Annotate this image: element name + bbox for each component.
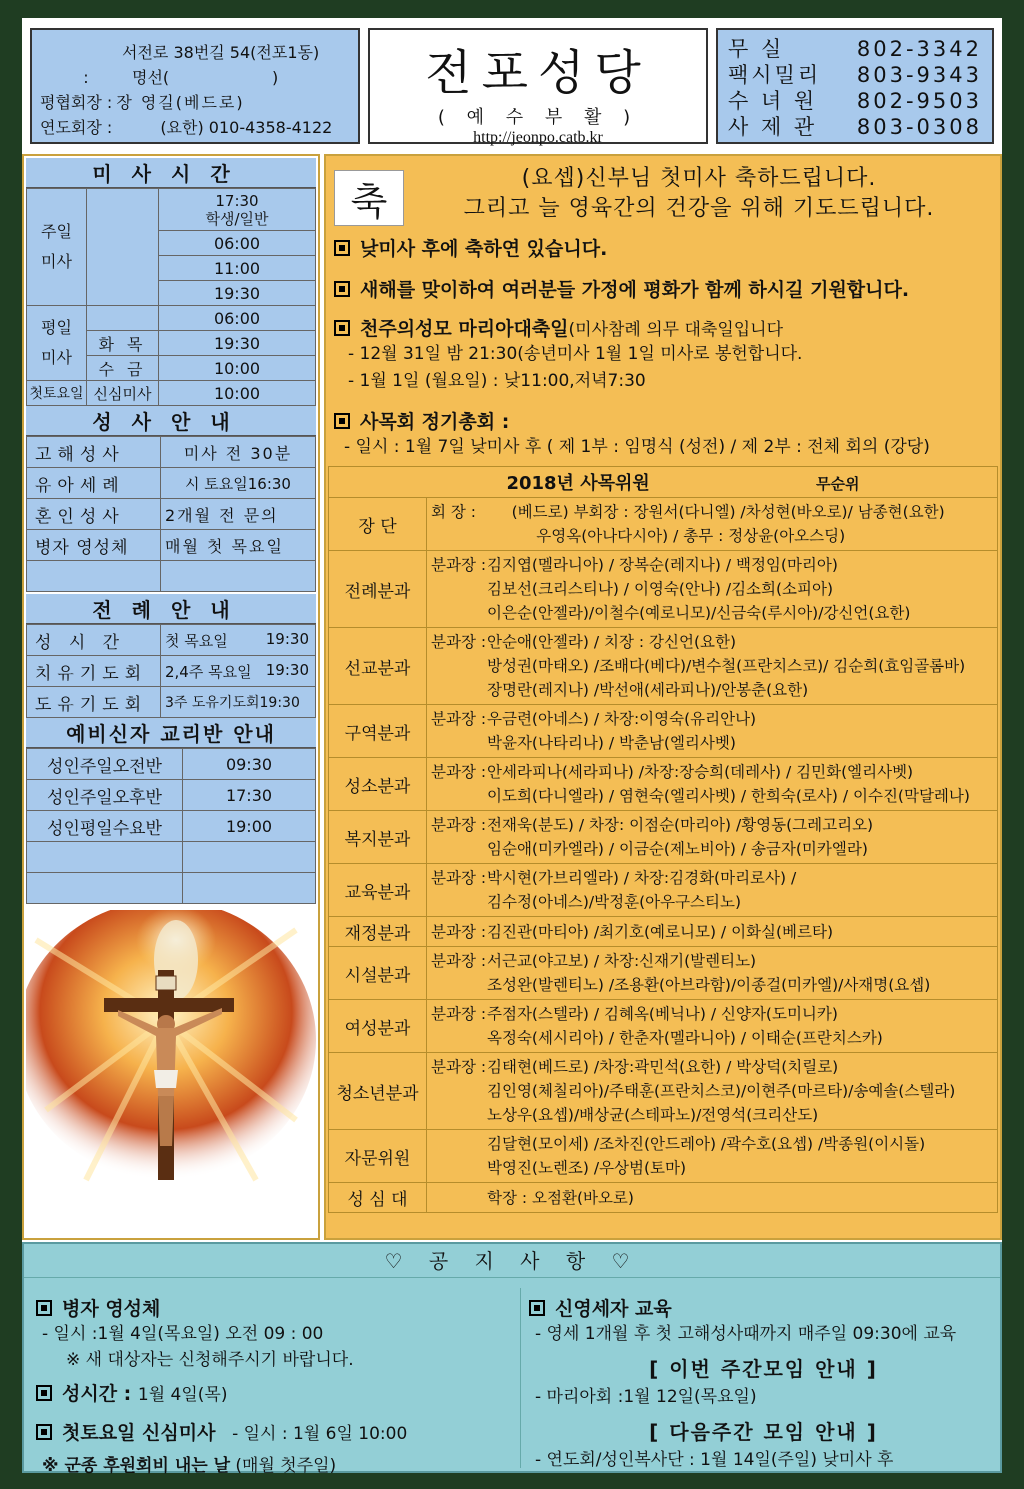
member-names: 김태현(베드로) /차장:곽민석(요한) / 박상덕(치릴로) [487,1058,839,1076]
member-names: 우금련(아네스) / 차장:이영숙(유리안나) [487,710,757,728]
member-role-label [431,1079,487,1103]
checkbox-bullet-icon [334,281,350,297]
catechism-time: 09:30 [183,749,316,780]
member-line [431,601,993,625]
notice-heading: 병자 영성체 [62,1298,161,1320]
notice-item [42,1453,512,1479]
notice-heading: 성시간 : [62,1383,132,1405]
member-names: 김인영(체칠리아)/주태훈(프란치스코)/이현주(마르타)/송예솔(스텔라) [487,1082,956,1100]
member-names: 김보선(크리스티나) / 이영숙(안나) /김소희(소피아) [487,580,833,598]
sacrament-name: 병자 영성체 [27,530,161,561]
catechism-table [26,748,316,904]
first-saturday-label: 첫토요일 [27,381,87,406]
council-members [427,947,998,1000]
catechism-name: 성인주일오후반 [27,780,183,811]
member-role-label: 분과장 : [431,556,487,574]
empty-cell [27,873,183,904]
council-members [427,705,998,758]
member-line [431,678,993,702]
member-line [431,784,993,808]
council-category: 장 단 [329,498,427,551]
member-role-label [431,837,487,861]
council-row [329,498,998,551]
contact-row [728,114,982,140]
member-line [431,890,993,914]
member-line [431,973,993,997]
member-names: 김달현(모이세) /조차진(안드레아) /곽수호(요셉) /박종원(이시돌) [487,1135,926,1153]
legion-label: 연도회장 : [40,118,113,137]
right-column [324,154,1002,1240]
member-line [431,760,993,784]
council-row [329,628,998,705]
member-role-label: 분과장 : [431,763,487,781]
sacrament-value: 시 토요일16:30 [161,468,316,499]
announcement-detail: - 1월 1일 (월요일) : 낮11:00,저녁7:30 [348,371,646,391]
council-category: 선교분과 [329,628,427,705]
address: 서전로 38번길 54(전포1동) [122,43,320,62]
council-category: 교육분과 [329,864,427,917]
council-row [329,947,998,1000]
council-category: 청소년분과 [329,1053,427,1130]
council-row [329,758,998,811]
member-role-label [431,1156,487,1180]
announcement-text: 낮미사 후에 축하연 있습니다. [360,238,608,260]
member-names: 박영진(노렌조) /우상범(토마) [487,1159,687,1177]
council-table [328,466,998,1213]
member-line [431,524,993,548]
member-names: 김수정(아네스)/박정훈(아우구스티노) [487,893,742,911]
council-row [329,705,998,758]
liturgy-table [26,624,316,718]
member-role-label [431,601,487,625]
crucifix-illustration [26,910,316,1186]
sunday-day [87,189,159,306]
member-role-label [431,731,487,755]
header [30,24,994,152]
member-line [431,837,993,861]
council-row [329,1000,998,1053]
contact-label: 사 제 관 [728,115,818,139]
announcement-text: 천주의성모 마리아대축일 [360,318,569,340]
legion-row [40,115,350,140]
sacrament-value: 미사 전 30분 [161,437,316,468]
member-names: 전재욱(분도) / 차장: 이점순(마리아) /황영동(그레고리오) [487,816,874,834]
empty-cell [27,842,183,873]
announcement-item [334,275,994,302]
contact-row [728,88,982,114]
member-line [431,1186,993,1210]
member-role-label [431,678,487,702]
mass-time: 06:00 [159,306,316,331]
checkbox-bullet-icon [36,1385,52,1401]
catechism-title: 예비신자 교리반 안내 [26,718,316,748]
council-row [329,1130,998,1183]
notices-left [36,1288,512,1479]
council-members [427,917,998,947]
weekday-day [87,306,159,331]
checkbox-bullet-icon [334,240,350,256]
website-link[interactable]: http://jeonpo.catb.kr [473,129,603,146]
congratulation-text [404,164,994,224]
notice-detail: ※ 새 대상자는 신청해주시기 바랍니다. [66,1350,354,1370]
member-role-label [431,1026,487,1050]
member-names: (베드로) 부회장 : 장원서(다니엘) /차성현(바오로)/ 남종현(요한) [487,503,945,521]
liturgy-day: 2,4주 목요일 [165,662,252,681]
notices-section [22,1242,1002,1476]
mass-time: 19:30 [159,331,316,356]
member-names: 서근교(야고보) / 차장:신재기(발렌티노) [487,952,757,970]
pastor-value: 명선( [132,68,170,87]
mass-title: 미사시간 [26,158,316,188]
council-rows [329,498,998,1213]
member-names: 김지엽(멜라니아) / 장복순(레지나) / 백정임(마리아) [487,556,838,574]
notice-subheading: [ 다음주간 모임 안내 ] [649,1420,878,1444]
congratulation-line: 그리고 늘 영육간의 건강을 위해 기도드립니다. [463,196,935,221]
council-category: 여성분과 [329,1000,427,1053]
sacrament-value: 2개월 전 문의 [161,499,316,530]
weekday-label: 평일 미사 [27,306,87,381]
empty-cell [183,842,316,873]
member-names: 이도희(다니엘라) / 염현숙(엘리사벳) / 한희숙(로사) / 이수진(막달레나) [487,787,970,805]
weekday-day: 화 목 [87,331,159,356]
pastor-row [40,65,350,90]
council-members [427,628,998,705]
member-names: 이은순(안젤라)/이철수(예로니모)/신금숙(루시아)/강신언(요한) [487,604,911,622]
liturgy-day: 첫 목요일 [165,631,228,650]
council-category: 전례분과 [329,551,427,628]
member-line [431,1132,993,1156]
member-names: 노상우(요셉)/배상균(스테파노)/전영석(크리산도) [487,1106,819,1124]
council-category: 자문위원 [329,1130,427,1183]
council-title: 2018년 사목위원 [506,473,650,494]
notice-item [36,1379,512,1406]
council-category: 구역분과 [329,705,427,758]
council-members [427,864,998,917]
member-line [431,500,993,524]
notice-detail: - 연도회/성인복사단 : 1월 14일(주일) 낮미사 후 [535,1450,894,1470]
sacrament-title: 성사안내 [26,406,316,436]
title-box [368,28,708,144]
member-role-label: 분과장 : [431,869,487,887]
council-value: 장 영길(베드로) [116,93,245,112]
member-line [431,1103,993,1127]
contact-row [728,36,982,62]
notice-item [36,1418,512,1445]
crucifix-image [26,910,316,1186]
council-row [329,1183,998,1213]
council-header [329,467,998,498]
mass-time: 10:00 [159,356,316,381]
sacrament-name: 유아세례 [27,468,161,499]
contact-label: 팩시밀리 [728,63,822,87]
member-role-label: 분과장 : [431,952,487,970]
checkbox-bullet-icon [334,320,350,336]
announcement-item [334,407,994,434]
council-label: 평협회장 : [40,93,113,112]
announcement-item [334,314,994,341]
member-role-label: 분과장 : [431,633,487,651]
liturgy-value [161,625,316,656]
mass-table [26,188,316,406]
council-members [427,811,998,864]
mass-time: 11:00 [159,256,316,281]
sunday-label: 주일 미사 [27,189,87,306]
notice-subheading: [ 이번 주간모임 안내 ] [649,1357,878,1381]
announcement-note: (미사참례 의무 대축일입니다 [568,320,784,340]
checkbox-bullet-icon [529,1300,545,1316]
member-names: 박윤자(나타리나) / 박춘남(엘리사벳) [487,734,736,752]
contact-box [716,28,994,144]
notice-detail: - 일시 :1월 4일(목요일) 오전 09 : 00 [42,1324,324,1344]
member-role-label: 분과장 : [431,922,487,941]
weekday-day: 수 금 [87,356,159,381]
member-line [431,813,993,837]
sacrament-value: 매월 첫 목요일 [161,530,316,561]
contact-row [728,62,982,88]
liturgy-name: 성 시 간 [27,625,161,656]
member-line [431,707,993,731]
member-role-label [431,1103,487,1127]
left-column [22,154,320,1240]
member-role-label [431,784,487,808]
member-line [431,866,993,890]
mass-time: 19:30 [159,281,316,306]
council-category: 성소분과 [329,758,427,811]
notices-right [520,1288,998,1468]
member-line [431,1002,993,1026]
catechism-time: 17:30 [183,780,316,811]
contact-number: 803-0308 [856,115,982,139]
member-names: 방성권(마태오) /조배다(베다)/변수철(프란치스코)/ 김순희(효임골롬바) [487,657,966,675]
member-names: 조성완(발렌티노) /조용환(아브라함)/이종걸(미카엘)/사재명(요셉) [487,976,931,994]
parish-title: 전포성당 [425,45,651,101]
liturgy-value: 3주 도유기도회19:30 [161,687,316,718]
sacrament-name: 혼인성사 [27,499,161,530]
checkbox-bullet-icon [36,1424,52,1440]
notice-value: - 일시 : 1월 6일 10:00 [232,1424,408,1444]
empty-cell [27,561,161,592]
member-role-label: 회 장 : [431,503,477,521]
announcement-detail: - 일시 : 1월 7일 낮미사 후 ( 제 1부 : 임명식 (성전) / 제 2부 : 전체 회의 (강당) [344,437,930,457]
catechism-name: 성인주일오전반 [27,749,183,780]
contact-number: 802-9503 [856,89,982,113]
council-order: 무순위 [816,475,860,493]
bulletin-page [22,18,1002,1476]
catechism-name: 성인평일수요반 [27,811,183,842]
announcement-text: 새해를 맞이하여 여러분들 가정에 평화가 함께 하시길 기원합니다. [360,279,910,301]
member-names: 옥정숙(세시리아) / 한춘자(멜라니아) / 이태순(프란치스카) [487,1029,883,1047]
mass-time: 10:00 [159,381,316,406]
member-line [431,577,993,601]
member-line [431,949,993,973]
season-subtitle: ( 예 수 부 활 ) [437,107,639,128]
member-names: 안순애(안젤라) / 치장 : 강신언(요한) [487,633,736,651]
notices-title: ♡ 공 지 사 항 ♡ [24,1244,1000,1278]
liturgy-name: 치유기도회 [27,656,161,687]
council-members [427,551,998,628]
member-line [431,1156,993,1180]
member-role-label [431,973,487,997]
liturgy-time: 19:30 [265,660,309,679]
member-role-label: 분과장 : [431,1058,487,1076]
council-row [329,551,998,628]
first-saturday-name: 신심미사 [87,381,159,406]
notice-item [529,1294,998,1321]
member-names: 장명란(레지나) /박선애(세라피나)/안봉춘(요한) [487,681,809,699]
member-names: 학장 : 오점환(바오로) [487,1188,634,1207]
notice-heading: ※ 군종 후원회비 내는 날 [42,1456,230,1476]
member-role-label [431,890,487,914]
contact-label: 수 녀 원 [728,89,818,113]
announcement-detail: - 12월 31일 밤 21:30(송년미사 1월 1일 미사로 봉헌합니다. [348,344,803,364]
empty-cell [161,561,316,592]
member-line [431,553,993,577]
member-role-label [431,1132,487,1156]
notice-item [36,1294,512,1321]
notice-detail: - 영세 1개월 후 첫 고해성사때까지 매주일 09:30에 교육 [535,1324,957,1344]
member-line [431,1055,993,1079]
celebration-badge-icon: 축 [334,170,404,226]
council-category: 복지분과 [329,811,427,864]
council-members [427,1183,998,1213]
member-names: 임순애(미카엘라) / 이금순(제노비아) / 송금자(미카엘라) [487,840,868,858]
mass-time: 06:00 [159,231,316,256]
member-line [431,1079,993,1103]
congratulation-block [334,164,994,226]
contact-label: 무 실 [728,37,785,61]
council-row [329,811,998,864]
member-names: 안세라피나(세라피나) /차장:장승희(데레사) / 김민화(엘리사벳) [487,763,914,781]
liturgy-time: 19:30 [265,629,309,648]
sacrament-name: 고해성사 [27,437,161,468]
council-members [427,758,998,811]
member-names: 김진관(마티아) /최기호(예로니모) / 이화실(베르타) [487,922,833,941]
sacrament-table [26,436,316,592]
member-role-label [431,577,487,601]
council-members [427,1130,998,1183]
member-role-label: 분과장 : [431,710,487,728]
council-row [329,1053,998,1130]
council-members [427,1053,998,1130]
notice-heading: 신영세자 교육 [555,1298,672,1320]
member-line [431,1026,993,1050]
council-category: 시설분과 [329,947,427,1000]
congratulation-line: (요셉)신부님 첫미사 축하드립니다. [521,166,877,191]
legion-value: (요한) 010-4358-4122 [160,118,333,137]
member-role-label [431,1186,487,1210]
member-role-label [431,654,487,678]
pastor-close: ) [272,68,279,87]
contact-number: 803-9343 [856,63,982,87]
member-names: 주점자(스텔라) / 김혜옥(베닉나) / 신양자(도미니카) [487,1005,838,1023]
member-names: 우영옥(아나다시아) / 총무 : 정상윤(아오스딩) [487,527,846,545]
pastor-label: : [83,68,89,87]
parish-info [30,28,360,144]
council-row [40,90,350,115]
notice-value: (매월 첫주일) [235,1456,337,1476]
member-line [431,654,993,678]
member-line [431,630,993,654]
notice-value: 1월 4일(목) [137,1385,228,1405]
liturgy-name: 도유기도회 [27,687,161,718]
council-members [427,498,998,551]
announcement-item [334,234,994,261]
liturgy-value [161,656,316,687]
contact-number: 802-3342 [856,37,982,61]
council-row [329,917,998,947]
council-category: 재정분과 [329,917,427,947]
mass-time: 17:30 학생/일반 [159,189,316,231]
council-row [329,864,998,917]
catechism-time: 19:00 [183,811,316,842]
liturgy-title: 전례안내 [26,594,316,624]
council-members [427,1000,998,1053]
notice-detail: - 마리아회 :1월 12일(목요일) [535,1387,757,1407]
announcement-text: 사목회 정기총회 : [360,411,510,433]
member-line [431,920,993,944]
member-role-label: 분과장 : [431,816,487,834]
member-names: 박시현(가브리엘라) / 차장:김경화(마리로사) / [487,869,797,887]
empty-cell [183,873,316,904]
member-line [431,731,993,755]
member-role-label: 분과장 : [431,1005,487,1023]
checkbox-bullet-icon [334,413,350,429]
notice-heading: 첫토요일 신심미사 [62,1422,216,1444]
checkbox-bullet-icon [36,1300,52,1316]
member-role-label [431,524,487,548]
council-category: 성 심 대 [329,1183,427,1213]
